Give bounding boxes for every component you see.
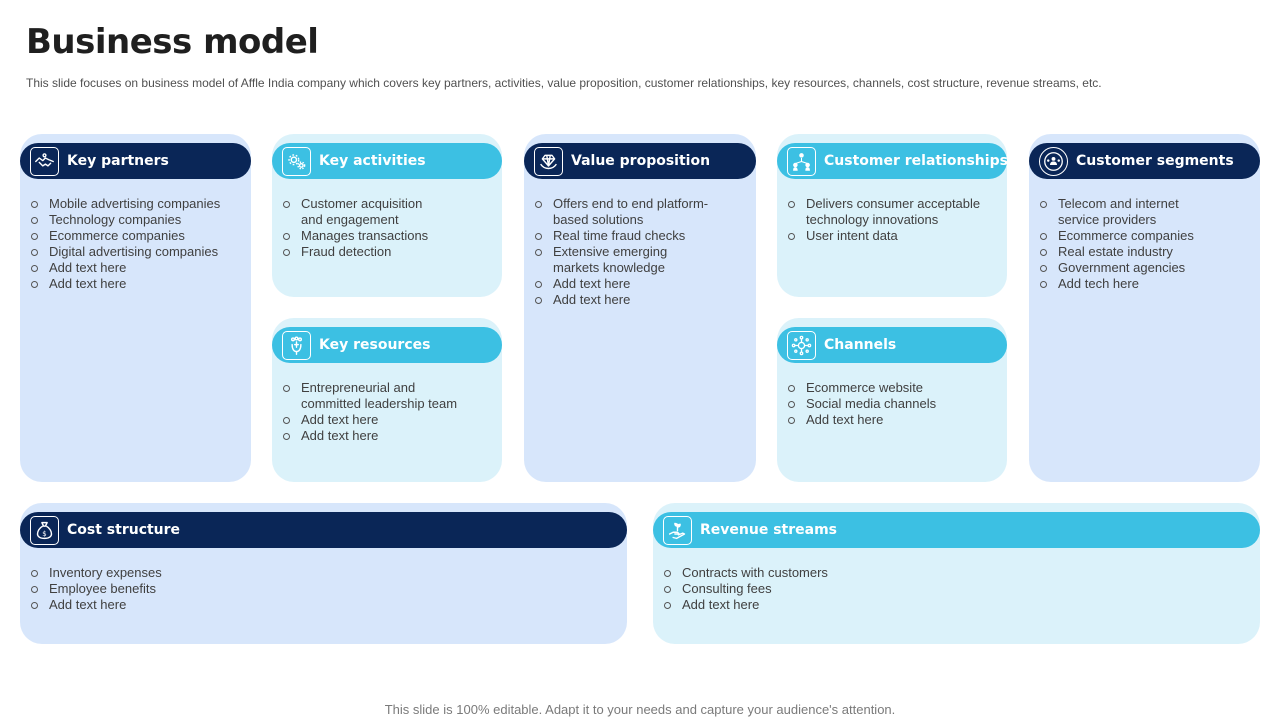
page-subtitle: This slide focuses on business model of Affle India company which covers key partners, activities, value proposition, customer relationships, key resources, channels, cost structure, revenue streams, etc. — [26, 76, 1102, 90]
key-partners-card — [20, 134, 251, 482]
value-proposition-header — [524, 143, 756, 179]
bullet-icon — [31, 244, 41, 260]
bullet-icon — [535, 228, 545, 244]
bullet-icon — [535, 196, 545, 212]
diamond-hand-icon — [534, 147, 563, 176]
bullet-icon — [788, 412, 798, 428]
revenue-streams-title: Revenue streams — [700, 522, 837, 538]
bullet-icon — [283, 196, 293, 212]
key-resources-header — [272, 327, 502, 363]
bullet-icon — [664, 565, 674, 581]
list-item-text: Add text here — [301, 412, 379, 427]
list-item — [653, 581, 1260, 597]
list-item — [777, 196, 1007, 228]
list-item-text: Add text here — [301, 428, 379, 443]
list-item-text: Inventory expenses — [49, 565, 162, 580]
list-item — [20, 597, 627, 613]
customer-relationships-title: Customer relationships — [824, 153, 1008, 169]
bullet-icon — [283, 244, 293, 260]
customer-relationships-card — [777, 134, 1007, 297]
key-resources-list — [272, 380, 502, 444]
list-item-text: Fraud detection — [301, 244, 392, 259]
key-activities-title: Key activities — [319, 153, 426, 169]
value-proposition-list — [524, 196, 756, 308]
key-activities-card — [272, 134, 502, 297]
cost-structure-list — [20, 565, 627, 613]
channels-title: Channels — [824, 337, 897, 353]
list-item-text: Consulting fees — [682, 581, 772, 596]
list-item — [653, 597, 1260, 613]
page-title: Business model — [26, 22, 319, 62]
key-resources-title: Key resources — [319, 337, 431, 353]
list-item-text: Offers end to end platform- based solutions — [553, 196, 709, 227]
bullet-icon — [283, 412, 293, 428]
hand-plant-icon — [663, 516, 692, 545]
list-item-text: Technology companies — [49, 212, 182, 227]
bullet-icon — [1040, 260, 1050, 276]
gears-icon — [282, 147, 311, 176]
channels-header — [777, 327, 1007, 363]
bullet-icon — [283, 380, 293, 396]
bullet-icon — [788, 380, 798, 396]
money-bag-icon — [30, 516, 59, 545]
list-item — [20, 565, 627, 581]
list-item-text: Add text here — [806, 412, 884, 427]
list-item — [272, 380, 502, 412]
list-item-text: Ecommerce companies — [1058, 228, 1194, 243]
list-item — [272, 196, 502, 228]
cost-structure-card — [20, 503, 627, 644]
bullet-icon — [1040, 196, 1050, 212]
list-item — [20, 212, 251, 228]
bullet-icon — [788, 228, 798, 244]
cost-structure-header — [20, 512, 627, 548]
revenue-streams-card — [653, 503, 1260, 644]
key-activities-list — [272, 196, 502, 260]
list-item-text: Real time fraud checks — [553, 228, 686, 243]
bullet-icon — [31, 597, 41, 613]
list-item — [777, 396, 1007, 412]
svg-text:$: $ — [42, 529, 47, 538]
value-proposition-title: Value proposition — [571, 153, 711, 169]
list-item-text: Extensive emerging markets knowledge — [553, 244, 668, 275]
list-item-text: Ecommerce website — [806, 380, 924, 395]
list-item — [1029, 276, 1260, 292]
list-item-text: Manages transactions — [301, 228, 429, 243]
list-item — [20, 244, 251, 260]
list-item-text: Employee benefits — [49, 581, 156, 596]
list-item — [272, 228, 502, 244]
channels-card — [777, 318, 1007, 482]
bullet-icon — [1040, 276, 1050, 292]
bullet-icon — [788, 196, 798, 212]
list-item — [524, 196, 756, 228]
list-item-text: Social media channels — [806, 396, 937, 411]
list-item — [1029, 196, 1260, 228]
bullet-icon — [1040, 228, 1050, 244]
list-item — [524, 244, 756, 276]
list-item-text: Add text here — [682, 597, 760, 612]
list-item-text: Government agencies — [1058, 260, 1186, 275]
list-item-text: Digital advertising companies — [49, 244, 219, 259]
bullet-icon — [788, 396, 798, 412]
customer-segments-title: Customer segments — [1076, 153, 1234, 169]
list-item-text: Ecommerce companies — [49, 228, 185, 243]
bullet-icon — [535, 276, 545, 292]
list-item-text: Contracts with customers — [682, 565, 828, 580]
list-item-text: Delivers consumer acceptable technology innovations — [806, 196, 981, 227]
bullet-icon — [1040, 244, 1050, 260]
bullet-icon — [664, 597, 674, 613]
list-item-text: Telecom and internet service providers — [1058, 196, 1179, 227]
list-item — [524, 292, 756, 308]
list-item — [1029, 228, 1260, 244]
list-item — [777, 380, 1007, 396]
customer-segments-header — [1029, 143, 1260, 179]
list-item-text: Real estate industry — [1058, 244, 1173, 259]
key-partners-list — [20, 196, 251, 292]
list-item — [524, 228, 756, 244]
bullet-icon — [31, 228, 41, 244]
revenue-streams-header — [653, 512, 1260, 548]
customer-relationships-header — [777, 143, 1007, 179]
list-item-text: Add text here — [49, 260, 127, 275]
resources-icon — [282, 331, 311, 360]
customer-segments-list — [1029, 196, 1260, 292]
list-item — [272, 412, 502, 428]
revenue-streams-list — [653, 565, 1260, 613]
bullet-icon — [535, 292, 545, 308]
key-activities-header — [272, 143, 502, 179]
key-partners-header — [20, 143, 251, 179]
list-item-text: User intent data — [806, 228, 898, 243]
handshake-icon — [30, 147, 59, 176]
network-people-icon — [787, 147, 816, 176]
bullet-icon — [283, 228, 293, 244]
list-item — [20, 228, 251, 244]
cost-structure-title: Cost structure — [67, 522, 181, 538]
list-item — [1029, 260, 1260, 276]
hub-icon — [787, 331, 816, 360]
bullet-icon — [664, 581, 674, 597]
list-item-text: Add text here — [49, 597, 127, 612]
bullet-icon — [31, 260, 41, 276]
list-item-text: Mobile advertising companies — [49, 196, 221, 211]
bullet-icon — [31, 565, 41, 581]
list-item-text: Customer acquisition and engagement — [301, 196, 423, 227]
list-item — [1029, 244, 1260, 260]
list-item-text: Add text here — [553, 292, 631, 307]
list-item-text: Add text here — [49, 276, 127, 291]
customer-segments-card — [1029, 134, 1260, 482]
list-item — [524, 276, 756, 292]
list-item — [20, 260, 251, 276]
list-item — [20, 196, 251, 212]
bullet-icon — [283, 428, 293, 444]
footer-note: This slide is 100% editable. Adapt it to your needs and capture your audience's attention. — [384, 702, 896, 717]
bullet-icon — [31, 276, 41, 292]
bullet-icon — [31, 581, 41, 597]
list-item — [272, 428, 502, 444]
value-proposition-card — [524, 134, 756, 482]
list-item-text: Entrepreneurial and committed leadership team — [301, 380, 458, 411]
list-item — [777, 412, 1007, 428]
key-partners-title: Key partners — [67, 153, 169, 169]
bullet-icon — [535, 244, 545, 260]
channels-list — [777, 380, 1007, 428]
list-item — [20, 581, 627, 597]
customer-relationships-list — [777, 196, 1007, 244]
list-item — [653, 565, 1260, 581]
segments-icon — [1039, 147, 1068, 176]
list-item-text: Add tech here — [1058, 276, 1139, 291]
list-item — [272, 244, 502, 260]
list-item — [777, 228, 1007, 244]
bullet-icon — [31, 196, 41, 212]
list-item-text: Add text here — [553, 276, 631, 291]
list-item — [20, 276, 251, 292]
key-resources-card — [272, 318, 502, 482]
bullet-icon — [31, 212, 41, 228]
